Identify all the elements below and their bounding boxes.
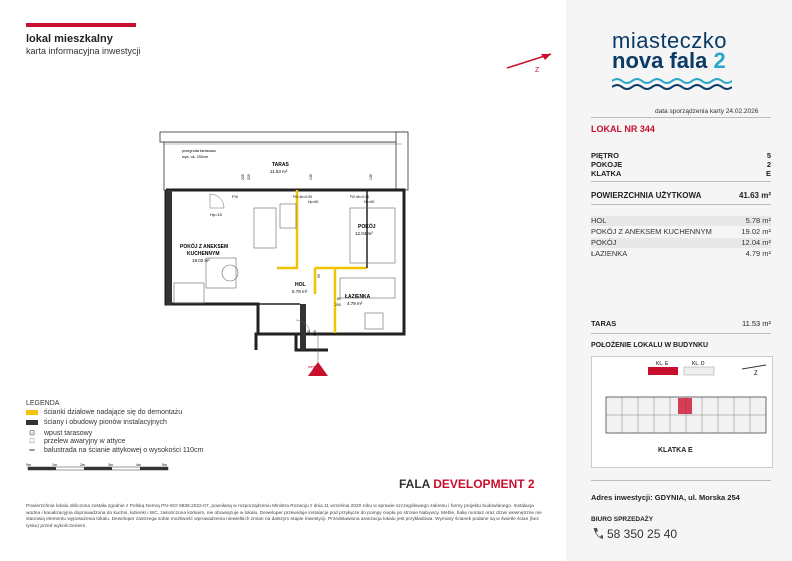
rooms-row: POKOJE 2	[591, 160, 771, 169]
scale-tick: 5m	[162, 463, 167, 467]
plan-dim: 200	[335, 303, 341, 307]
logo-number: 2	[713, 48, 726, 73]
plan-label-room: POKÓJ	[358, 224, 376, 230]
room-row: HOL 5.78 m²	[591, 216, 771, 225]
logo-waves-icon	[612, 77, 732, 91]
legend-item: ściany i obudowy pionów instalacyjnych	[26, 419, 167, 426]
plan-hp-2: Hp=50	[364, 200, 375, 204]
plan-dim: 90	[317, 274, 321, 278]
logo-line-1: miasteczko	[612, 28, 728, 53]
page-title: lokal mieszkalny	[26, 33, 113, 45]
location-title: POŁOŻENIE LOKALU W BUDYNKU	[591, 342, 709, 349]
kl-d-label: KL. D	[692, 361, 705, 367]
investment-address: Adres inwestycji: GDYNIA, ul. Morska 254	[591, 493, 740, 502]
north-arrow-icon	[505, 48, 555, 78]
logo-name: nova fala	[612, 48, 708, 73]
plan-dim: 80	[307, 330, 311, 334]
sales-phone[interactable]: 58 350 25 40	[607, 527, 678, 541]
plan-dim: 135	[369, 174, 373, 180]
room-row: POKÓJ Z ANEKSEM KUCHENNYM 19.02 m²	[591, 227, 771, 236]
developer-logo: FALA DEVELOPMENT 2	[399, 477, 535, 491]
plan-dim: 225	[241, 174, 245, 180]
plan-fix-2: FIX dh=0.90	[350, 195, 370, 199]
plan-label-hall: HOL	[295, 282, 306, 288]
plan-label-taras: TARAS	[272, 162, 289, 168]
plan-dim: 200	[313, 330, 317, 336]
legend-item: □ przelew awaryjny w attyce	[26, 438, 125, 445]
logo-line-2	[612, 48, 726, 74]
unit-highlight	[648, 367, 678, 375]
legend-item: ⊡ wpust tarasowy	[26, 429, 92, 437]
railing-icon: ═	[29, 447, 35, 454]
plan-fix-1: FIX dh=0.90	[293, 195, 313, 199]
svg-text:Z: Z	[535, 67, 540, 74]
scale-tick: 2m	[80, 463, 85, 467]
terrace-row: TARAS 11.53 m²	[591, 319, 771, 328]
plan-area-taras: 11.53 m²	[270, 169, 288, 174]
plan-area-room: 12.04 m²	[355, 231, 373, 236]
plan-note-2: wys. ok. 200cm	[182, 155, 209, 159]
page-subtitle: karta informacyjna inwestycji	[26, 46, 141, 56]
stair-row: KLATKA E	[591, 169, 771, 178]
floor-plan	[150, 128, 420, 378]
room-row: POKÓJ 12.04 m²	[591, 238, 771, 247]
scale-tick: 0m	[26, 463, 31, 467]
floor-row: PIĘTRO 5	[591, 151, 771, 160]
scale-tick: 1m	[52, 463, 57, 467]
scale-tick: 4m	[136, 463, 141, 467]
header-accent-bar	[26, 23, 136, 27]
date-text: data sporządzenia karty 24.02.2026	[655, 108, 759, 115]
plan-area-living: 19.02 m²	[192, 258, 210, 263]
plan-label-living: POKÓJ Z ANEKSEM	[180, 244, 229, 250]
overflow-icon: □	[29, 438, 35, 445]
legend-title: LEGENDA	[26, 400, 60, 407]
usable-area-row: POWIERZCHNIA UŻYTKOWA 41.63 m²	[591, 191, 771, 200]
disclaimer-text: Powierzchnia lokalu obliczona została zgodnie z Polską Normą PN-ISO 9836:2022-07, powołaną w rozporządzeniu Ministra Rozwoju z dnia 11 września 2020 roku w sprawie szczegółowego zakresu i formy projektu budowlanego. Instalacja wodna i kanalizacyjna doprowadzona do kuchni, łazienki i WC, zakończona korkiem, nie obowiązuje w lokalu. Deweloper przewiduje instalacje pod przyłącze do pompy ciepła po stronie Nabywcy. Meble, balię montaż oraz drzwi wewnętrzne nie stanowią elementu wyposażenia lokalu. Deweloper zastrzega sobie możliwość wprowadzenia niewielkich zmian na dalszym etapie inwestycji. Przedstawiona aranżacja lokalu jest przykładowa. Wymiary ścianek podane są w świetle ścian (bez tynku) przed wykończeniem.	[26, 504, 542, 529]
sales-office-label: BIURO SPRZEDAŻY	[591, 516, 654, 523]
plan-label-bath: ŁAZIENKA	[345, 294, 371, 300]
legend-item: ═ balustrada na ścianie attykowej o wysokości 110cm	[26, 447, 203, 454]
room-row: ŁAZIENKA 4.79 m²	[591, 249, 771, 258]
kl-e-label: KL. E	[656, 361, 669, 367]
drain-icon: ⊡	[29, 430, 35, 437]
svg-text:Z: Z	[754, 371, 758, 377]
plan-fix: FIX	[232, 194, 239, 199]
plan-hp: Hp=15	[210, 212, 222, 217]
legend-item: ścianki działowe nadające się do demontażu	[26, 409, 182, 416]
plan-dim: 229	[247, 174, 251, 180]
plan-label-entrance: wejście	[308, 365, 321, 369]
scale-bar	[26, 462, 176, 474]
scale-tick: 3m	[108, 463, 113, 467]
stair-label: KLATKA E	[658, 447, 693, 454]
plan-hp-1: Hp=50	[308, 200, 319, 204]
unit-title: LOKAL NR 344	[591, 124, 655, 134]
plan-label-living-2: KUCHENNYM	[187, 251, 220, 257]
plan-area-bath: 4.79 m²	[347, 301, 363, 306]
phone-icon	[591, 527, 603, 541]
plan-dim: 80	[337, 297, 341, 301]
plan-dim: 135	[309, 174, 313, 180]
plan-note-1: przegroda tarasowa	[182, 149, 216, 153]
plan-area-hall: 5.78 m²	[292, 289, 308, 294]
